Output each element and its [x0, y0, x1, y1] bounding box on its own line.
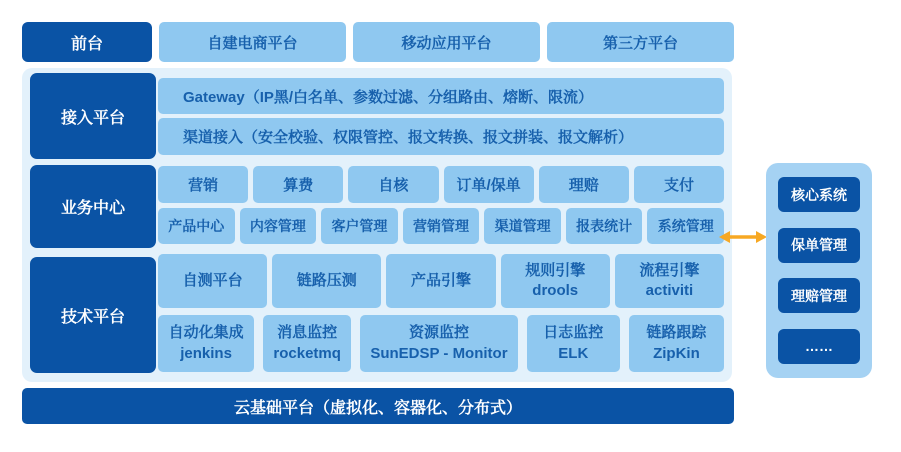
tech-row-1	[158, 254, 724, 308]
gateway-node: Gateway（IP黑/白名单、参数过滤、分组路由、熔断、限流）	[158, 78, 724, 114]
external-system-node-ellipsis: ……	[778, 329, 860, 364]
business-node: 算费	[253, 166, 343, 203]
business-node: 营销	[158, 166, 248, 203]
business-node: 报表统计	[566, 208, 643, 244]
tech-platform-label: 技术平台	[30, 257, 156, 373]
business-node: 营销管理	[403, 208, 480, 244]
business-node: 订单/保单	[444, 166, 534, 203]
tech-node: 自动化集成 jenkins	[158, 315, 254, 372]
channel-access-row	[158, 118, 724, 155]
front-platform-node: 第三方平台	[547, 22, 734, 62]
front-layer-label: 前台	[22, 22, 152, 62]
business-node: 自核	[348, 166, 438, 203]
business-node: 内容管理	[240, 208, 317, 244]
business-row-1	[158, 166, 724, 203]
platform-container	[22, 68, 732, 382]
bidirectional-arrow-icon	[719, 230, 767, 244]
tech-node: 链路压测	[272, 254, 381, 308]
external-system-node: 核心系统	[778, 177, 860, 212]
access-platform-label: 接入平台	[30, 73, 156, 159]
tech-node: 规则引擎 drools	[501, 254, 610, 308]
business-node: 产品中心	[158, 208, 235, 244]
tech-node: 资源监控 SunEDSP - Monitor	[360, 315, 518, 372]
external-systems-panel	[766, 163, 872, 378]
front-layer-row	[22, 22, 734, 62]
tech-node: 产品引擎	[386, 254, 495, 308]
business-node: 客户管理	[321, 208, 398, 244]
business-row-2	[158, 208, 724, 244]
tech-node: 流程引擎 activiti	[615, 254, 724, 308]
gateway-row	[158, 78, 724, 114]
business-node: 支付	[634, 166, 724, 203]
tech-node: 链路跟踪 ZipKin	[629, 315, 724, 372]
tech-node: 消息监控 rocketmq	[263, 315, 351, 372]
business-center-label: 业务中心	[30, 165, 156, 248]
front-platform-node: 移动应用平台	[353, 22, 540, 62]
tech-node: 日志监控 ELK	[527, 315, 620, 372]
external-system-node: 保单管理	[778, 228, 860, 263]
business-node: 系统管理	[647, 208, 724, 244]
business-node: 渠道管理	[484, 208, 561, 244]
cloud-platform-bar: 云基础平台（虚拟化、容器化、分布式）	[22, 388, 734, 424]
front-platform-node: 自建电商平台	[159, 22, 346, 62]
external-system-node: 理赔管理	[778, 278, 860, 313]
tech-row-2	[158, 315, 724, 372]
channel-access-node: 渠道接入（安全校验、权限管控、报文转换、报文拼装、报文解析）	[158, 118, 724, 155]
business-node: 理赔	[539, 166, 629, 203]
tech-node: 自测平台	[158, 254, 267, 308]
